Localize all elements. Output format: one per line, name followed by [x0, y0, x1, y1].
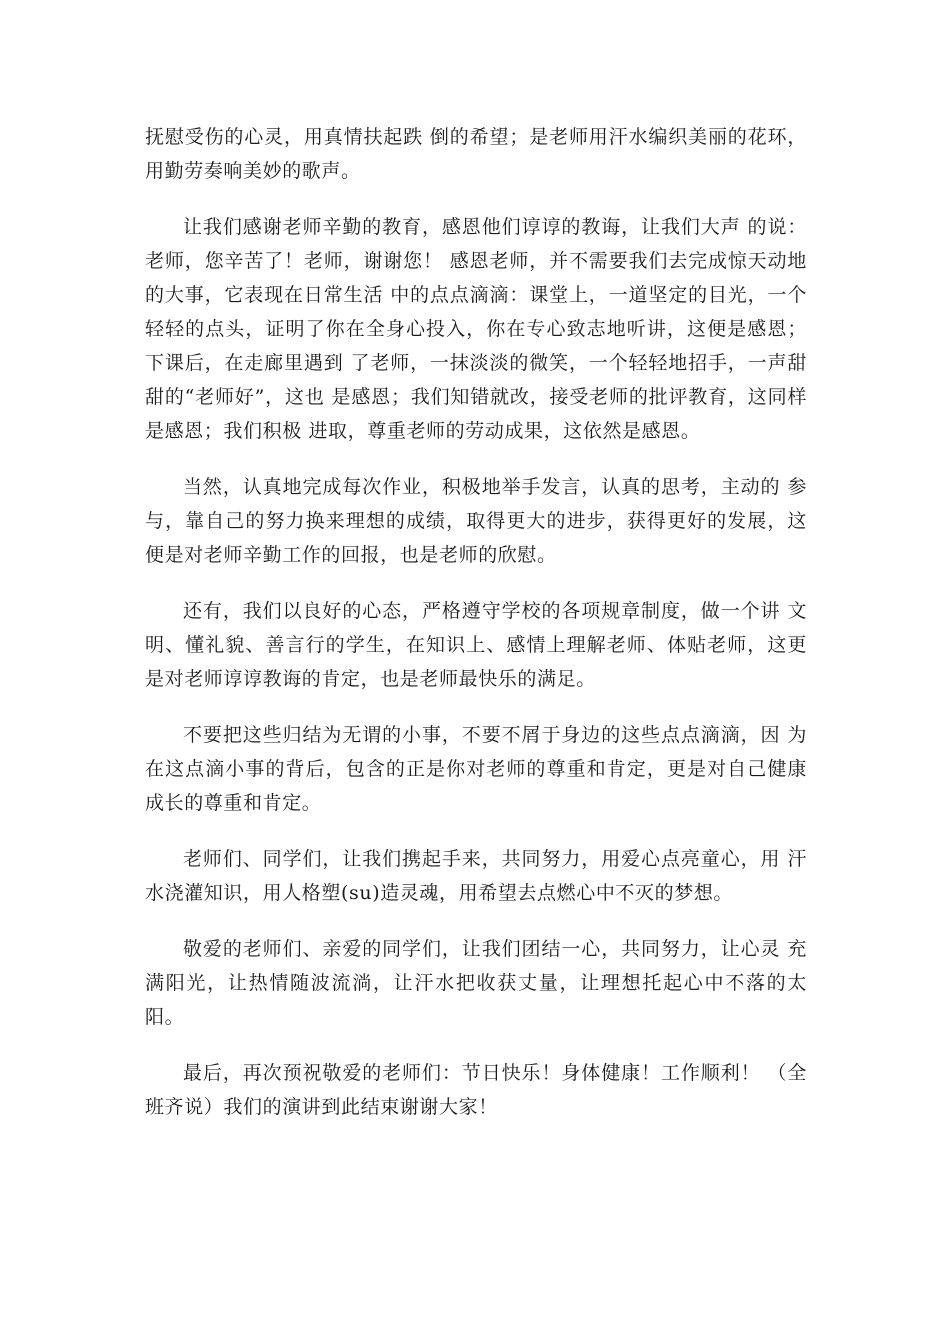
paragraph-small-things: 不要把这些归结为无谓的小事，不要不屑于身边的这些点点滴滴，因 为在这点滴小事的背后，包含的正是你对老师的尊重和肯定，更是对自己健康成长的尊重和肯定。 [145, 724, 807, 814]
paragraph-closing: 最后，再次预祝敬爱的老师们：节日快乐！身体健康！工作顺利！ （全 班齐说）我们的演讲到此结束谢谢大家！ [145, 1062, 807, 1118]
speech-body [145, 120, 807, 1146]
paragraph-homework: 当然，认真地完成每次作业，积极地举手发言，认真的思考，主动的 参与，靠自己的努力换来理想的成绩，取得更大的进步，获得更好的发展，这便是对老师辛勤工作的回报，也是老师的欣慰。 [145, 476, 807, 566]
paragraph-gratitude: 让我们感谢老师辛勤的教育，感恩他们谆谆的教诲，让我们大声 的说：老师，您辛苦了！老师，谢谢您！ 感恩老师，并不需要我们去完成惊天动地的大事，它表现在日常生活 中的点点滴滴：课堂上，一道坚定的目光，一个轻轻的点头，证明了你在全身心投入，你在专心致志地听讲，这便是感恩；下课后，在走廊里遇到 了老师，一抹淡淡的微笑，一个轻轻地招手，一声甜甜的“老师好”，这也 是感恩；我们知错就改，接受老师的批评教育，这同样是感恩；我们积极 进取，尊重老师的劳动成果，这依然是感恩。 [145, 216, 807, 442]
paragraph-rules: 还有，我们以良好的心态，严格遵守学校的各项规章制度，做一个讲 文明、懂礼貌、善言行的学生，在知识上、感情上理解老师、体贴老师，这更是对老师谆谆教诲的肯定，也是老师最快乐的满足。 [145, 600, 807, 690]
paragraph-continuation: 抚慰受伤的心灵，用真情扶起跌 倒的希望；是老师用汗水编织美丽的花环，用勤劳奏响美妙的歌声。 [145, 126, 807, 182]
paragraph-hand-in-hand: 老师们、同学们，让我们携起手来，共同努力，用爱心点亮童心，用 汗水浇灌知识，用人格塑(su)造灵魂，用希望去点燃心中不灭的梦想。 [145, 848, 807, 904]
paragraph-unity: 敬爱的老师们、亲爱的同学们，让我们团结一心，共同努力，让心灵 充满阳光，让热情随波流淌，让汗水把收获丈量，让理想托起心中不落的太阳。 [145, 938, 807, 1028]
